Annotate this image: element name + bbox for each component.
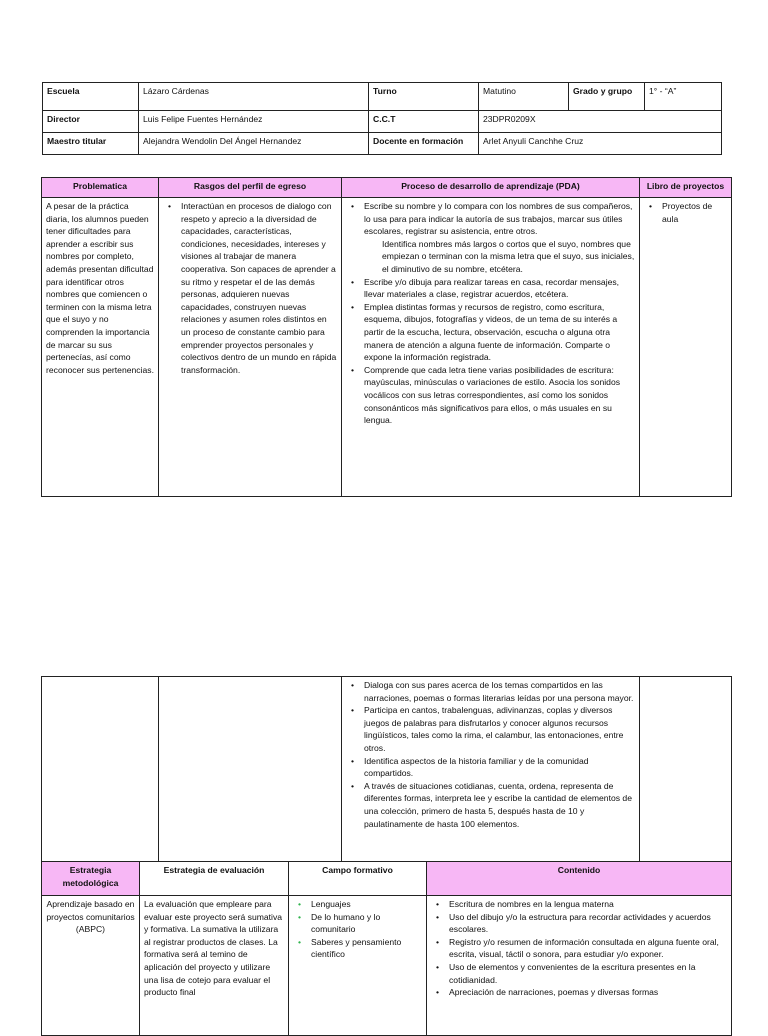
escuela-value: Lázaro Cárdenas — [139, 83, 369, 111]
header-problematica: Problematica — [42, 178, 159, 198]
pda-item: • Dialoga con sus pares acerca de los temas compartidos en las narraciones, poemas o formas literarias leídas por una persona mayor. — [364, 679, 635, 704]
docente-value: Arlet Anyuli Canchhe Cruz — [479, 133, 722, 155]
pda-item: • Participa en cantos, trabalenguas, adivinanzas, coplas y diversos juegos de palabras para disfrutarlos y conocer algunos recursos lingüísticos, tales como la rima, el calambur, las entonaciones, entre otros. — [364, 704, 635, 754]
libro-text: • Proyectos de aula — [662, 200, 727, 225]
cct-label: C.C.T — [369, 111, 479, 133]
director-value: Luis Felipe Fuentes Hernández — [139, 111, 369, 133]
pda-subitem: Identifica nombres más largos o cortos que el suyo, nombres que empiezan o terminan con la misma letra que el suyo, sus iniciales, el diminutivo de su nombre, etcétera. — [382, 238, 635, 274]
rasgos-cell — [159, 198, 342, 497]
header-libro: Libro de proyectos — [640, 178, 732, 198]
escuela-label: Escuela — [43, 83, 139, 111]
empty-cell — [159, 677, 342, 862]
campos-cell — [289, 896, 427, 1036]
grado-label: Grado y grupo — [569, 83, 645, 111]
campo-item: • Lenguajes — [311, 898, 422, 911]
pda-item: • Comprende que cada letra tiene varias posibilidades de escritura: mayúsculas, minúsculas o variaciones de estilo. Asocia los sonidos vocálicos con sus letras correspondientes, así como los sonidos consonánticos más significativos para ellos, o más usuales en su lengua. — [364, 364, 635, 427]
contenido-item: • Uso de elementos y convenientes de la escritura presentes en la cotidianidad. — [449, 961, 727, 986]
contenido-item: • Registro y/o resumen de información consultada en alguna fuente oral, escrita, visual, táctil o sonora, para estudiar y/o exponer. — [449, 936, 727, 961]
header-estrategia-metodologica: Estrategia metodológica — [42, 862, 140, 896]
header-estrategia-evaluacion: Estrategia de evaluación — [140, 862, 289, 896]
school-info-table — [42, 82, 722, 155]
turno-label: Turno — [369, 83, 479, 111]
evaluacion-text: La evaluación que empleare para evaluar este proyecto será sumativa y formativa. La sumativa la utilizara al registrar productos de clases. La formativa será al temino de aplicación del proyecto y utilizare una lisa de cotejo para evaluar el producto final — [140, 896, 289, 1036]
pda-item: • Identifica aspectos de la historia familiar y de la comunidad compartidos. — [364, 755, 635, 780]
maestro-value: Alejandra Wendolin Del Ángel Hernandez — [139, 133, 369, 155]
director-label: Director — [43, 111, 139, 133]
plan-continuation-table — [41, 676, 732, 862]
problematica-text: A pesar de la práctica diaria, los alumnos pueden tener dificultades para aprender a escribir sus nombres por completo, además presentan dificultad para identificar otros nombres que comiencen o terminen con la misma letra que el suyo y no comprenden la importancia de marcar su sus pertenecías, así como reconocer sus pertenencias. — [42, 198, 159, 497]
contenido-cell — [427, 896, 732, 1036]
pda-cell — [342, 198, 640, 497]
contenido-item: • Uso del dibujo y/o la estructura para recordar actividades y acuerdos escolares. — [449, 911, 727, 936]
header-pda: Proceso de desarrollo de aprendizaje (PDA) — [342, 178, 640, 198]
turno-value: Matutino — [479, 83, 569, 111]
contenido-item: • Escritura de nombres en la lengua materna — [449, 898, 727, 911]
pda-item: • Escribe su nombre y lo compara con los nombres de sus compañeros, lo usa para para indicar la autoría de sus trabajos, marcar sus útiles escolares, registrar su asistencia, entre otros. — [364, 200, 635, 238]
empty-cell — [640, 677, 732, 862]
header-contenido: Contenido — [427, 862, 732, 896]
maestro-label: Maestro titular — [43, 133, 139, 155]
contenido-item: • Apreciación de narraciones, poemas y diversas formas — [449, 986, 727, 999]
empty-cell — [42, 677, 159, 862]
cct-value: 23DPR0209X — [479, 111, 722, 133]
plan-table — [41, 177, 732, 497]
campo-item: • Saberes y pensamiento científico — [311, 936, 422, 961]
docente-label: Docente en formación — [369, 133, 479, 155]
header-campo-formativo: Campo formativo — [289, 862, 427, 896]
metodologica-text: Aprendizaje basado en proyectos comunitarios (ABPC) — [42, 896, 140, 1036]
grado-value: 1° - “A” — [645, 83, 722, 111]
pda-item: • Escribe y/o dibuja para realizar tareas en casa, recordar mensajes, llevar materiales a clase, registrar acuerdos, etcétera. — [364, 276, 635, 301]
pda-item: • A través de situaciones cotidianas, cuenta, ordena, representa de diferentes formas, interpreta lee y escribe la cantidad de elementos de una colección, primero de hasta 5, después hasta de 10 y paulatinamente de hasta 100 elementos. — [364, 780, 635, 830]
rasgos-text: • Interactúan en procesos de dialogo con respeto y aprecio a la diversidad de capacidades, características, condiciones, necesidades, intereses y visiones al trabajar de manera cooperativa. Son capaces de aprender a su ritmo y respetar el de las demás personas, adquieren nuevas capacidades, construyen nuevas relaciones y asumen roles distintos en un proceso de constante cambio para emprender proyectos personales y colectivos dentro de un mundo en rápida transformación. — [181, 200, 337, 376]
pda-item: • Emplea distintas formas y recursos de registro, como escritura, esquema, dibujos, fotografías y videos, de un tema de su interés a partir de la escucha, lectura, observación, escucha o alguna otra manera de atención a alguna fuente de información. Comparte o expone la información registrada. — [364, 301, 635, 364]
libro-cell — [640, 198, 732, 497]
pda-cell-continued — [342, 677, 640, 862]
header-rasgos: Rasgos del perfil de egreso — [159, 178, 342, 198]
campo-item: • De lo humano y lo comunitario — [311, 911, 422, 936]
strategy-table — [41, 861, 732, 1036]
